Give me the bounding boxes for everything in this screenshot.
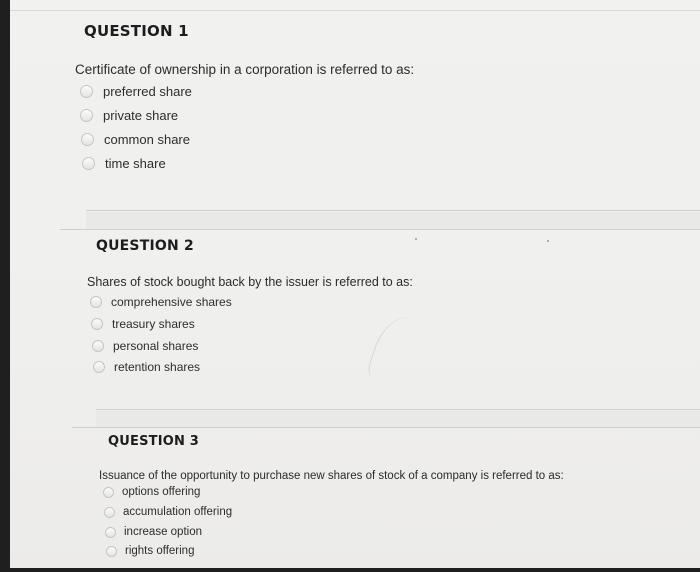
question-3-option-4[interactable]	[106, 545, 194, 557]
question-3-prompt: Issuance of the opportunity to purchase new shares of stock of a company is referred to as:	[99, 470, 564, 482]
option-label: retention shares	[114, 360, 201, 374]
question-1-prompt: Certificate of ownership in a corporation is referred to as:	[75, 62, 415, 77]
option-label: options offering	[122, 486, 201, 498]
option-label: rights offering	[125, 545, 195, 557]
option-label: private share	[103, 108, 179, 123]
option-label: preferred share	[103, 84, 192, 99]
option-label: comprehensive shares	[111, 295, 232, 309]
option-label: common share	[104, 132, 190, 147]
radio-button[interactable]	[105, 527, 116, 538]
option-label: personal shares	[113, 339, 199, 353]
question-3-option-3[interactable]	[105, 526, 202, 538]
bottom-edge	[10, 568, 700, 572]
radio-button[interactable]	[104, 507, 115, 518]
option-label: increase option	[124, 526, 202, 538]
question-2-title: QUESTION 2	[96, 238, 194, 254]
screen-speck	[547, 240, 549, 242]
question-1-title: QUESTION 1	[84, 22, 189, 40]
radio-button[interactable]	[103, 487, 114, 498]
question-3	[10, 0, 700, 572]
option-label: treasury shares	[112, 317, 195, 331]
question-3-title: QUESTION 3	[108, 434, 200, 449]
quiz-page	[10, 0, 700, 572]
question-2-prompt: Shares of stock bought back by the issuer is referred to as:	[87, 275, 413, 289]
option-label: time share	[105, 156, 166, 171]
radio-button[interactable]	[106, 546, 117, 557]
question-3-option-2[interactable]	[104, 506, 232, 518]
question-3-option-1[interactable]	[103, 486, 200, 498]
option-label: accumulation offering	[123, 506, 233, 518]
screen-speck	[415, 238, 417, 240]
